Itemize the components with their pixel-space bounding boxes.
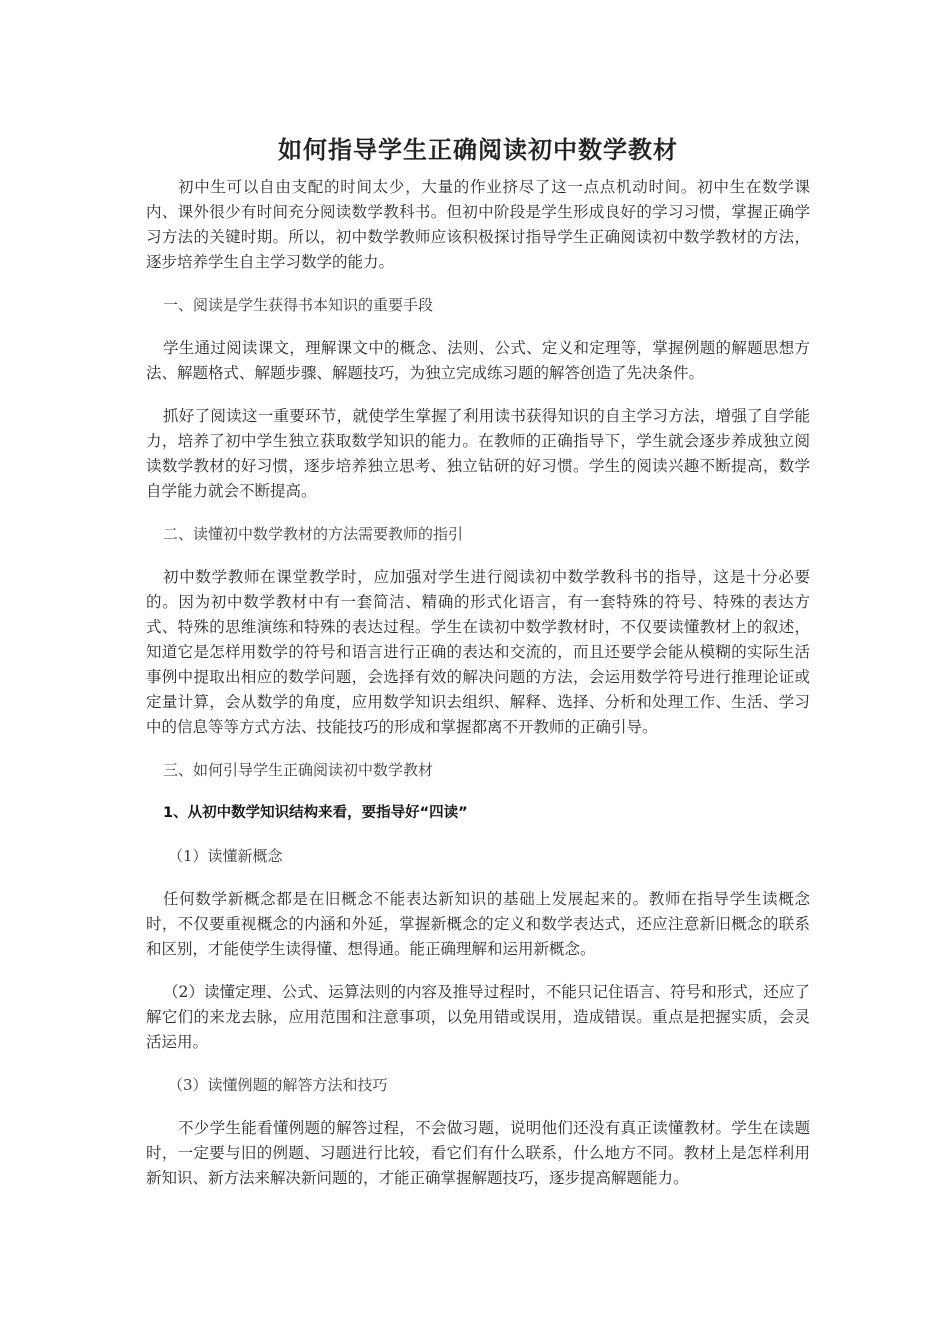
subsection-1-heading: 1、从初中数学知识结构来看，要指导好“四读” [163,805,468,821]
section-2-heading: 二、读懂初中数学教材的方法需要教师的指引 [163,525,464,543]
section-2-paragraph-1: 初中数学教师在课堂教学时，应加强对学生进行阅读初中数学教科书的指导，这是十分必要的。因为初中数学教材中有一套简洁、精确的形式化语言，有一套特殊的符号、特殊的表达方式、特殊的思维演练和特殊的表达过程。学生在读初中数学教材时，不仅要读懂教材上的叙述，知道它是怎样用数学的符号和语言进行正确的表达和交流的，而且还要学会能从模糊的实际生活事例中提取出相应的数学问题，会选择有效的解决问题的方法，会运用数学符号进行推理论证或定量计算，会从数学的角度，应用数学知识去组织、解释、选择、分析和处理工作、生活、学习中的信息等等方式方法、技能技巧的形成和掌握都离不开教师的正确引导。 [146,568,810,736]
item-1-paragraph: 任何数学新概念都是在旧概念不能表达新知识的基础上发展起来的。教师在指导学生读概念时，不仅要重视概念的内涵和外延，掌握新概念的定义和数学表达式，还应注意新旧概念的联系和区别，才能使学生读得懂、想得通。能正确理解和运用新概念。 [146,890,810,958]
section-1-paragraph-1: 学生通过阅读课文，理解课文中的概念、法则、公式、定义和定理等，掌握例题的解题思想方法、解题格式、解题步骤、解题技巧，为独立完成练习题的解答创造了先决条件。 [146,339,810,382]
item-3-heading: （3）读懂例题的解答方法和技巧 [168,1076,388,1094]
section-1-heading: 一、阅读是学生获得书本知识的重要手段 [163,296,434,314]
section-1-paragraph-2: 抓好了阅读这一重要环节，就使学生掌握了利用读书获得知识的自主学习方法，增强了自学能力，培养了初中学生独立获取数学知识的能力。在教师的正确指导下，学生就会逐步养成独立阅读数学教材的好习惯，逐步培养独立思考、独立钻研的好习惯。学生的阅读兴趣不断提高，数学自学能力就会不断提高。 [146,407,810,500]
item-2-paragraph: （2）读懂定理、公式、运算法则的内容及推导过程时，不能只记住语言、符号和形式，还应了解它们的来龙去脉，应用范围和注意事项，以免用错或误用，造成错误。重点是把握实质，会灵活运用。 [146,983,810,1051]
intro-paragraph: 初中生可以自由支配的时间太少，大量的作业挤尽了这一点点机动时间。初中生在数学课内、课外很少有时间充分阅读数学教科书。但初中阶段是学生形成良好的学习习惯，掌握正确学习方法的关键时期。所以，初中数学教师应该积极探讨指导学生正确阅读初中数学教材的方法，逐步培养学生自主学习数学的能力。 [146,178,810,271]
section-3-heading: 三、如何引导学生正确阅读初中数学教材 [163,761,434,779]
item-3-paragraph: 不少学生能看懂例题的解答过程，不会做习题，说明他们还没有真正读懂教材。学生在读题时，一定要与旧的例题、习题进行比较，看它们有什么联系，什么地方不同。教材上是怎样利用新知识、新方法来解决新问题的，才能正确掌握解题技巧，逐步提高解题能力。 [146,1119,810,1187]
item-1-heading: （1）读懂新概念 [168,847,283,865]
document-page [146,130,810,1191]
document-title: 如何指导学生正确阅读初中数学教材 [278,136,678,164]
